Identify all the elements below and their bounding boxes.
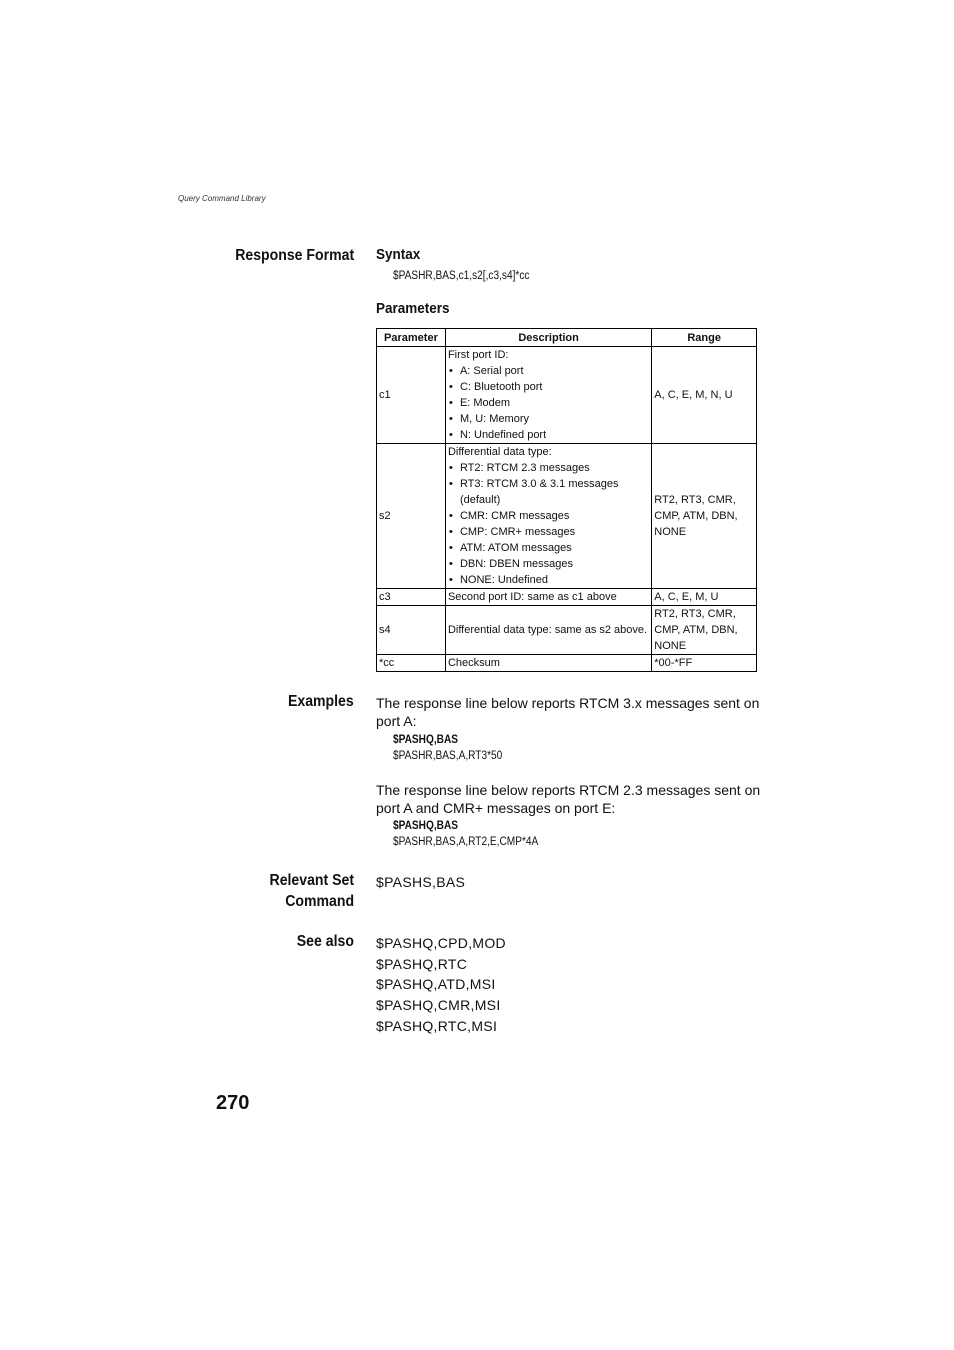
- description-bullets: [448, 460, 649, 588]
- heading-line: Relevant Set: [269, 872, 354, 889]
- response-format-heading: Response Format: [235, 247, 354, 264]
- table-row: [377, 347, 757, 444]
- example-response: $PASHR,BAS,A,RT2,E,CMP*4A: [393, 836, 539, 848]
- param-cell: s4: [377, 606, 446, 655]
- description-cell: [445, 444, 651, 589]
- example-query: $PASHQ,BAS: [393, 820, 459, 832]
- description-cell: [445, 347, 651, 444]
- see-also-item: $PASHQ,CPD,MOD: [376, 935, 506, 951]
- example-query: $PASHQ,BAS: [393, 734, 459, 746]
- range-cell: RT2, RT3, CMR, CMP, ATM, DBN, NONE: [652, 606, 757, 655]
- bullet-item: • CMR: CMR messages: [448, 508, 649, 524]
- see-also-list: [376, 933, 506, 1037]
- column-header: Parameter: [377, 329, 446, 347]
- examples-heading: Examples: [288, 693, 354, 710]
- param-cell: s2: [377, 444, 446, 589]
- bullet-item: • M, U: Memory: [448, 411, 649, 427]
- bullet-item: • RT2: RTCM 2.3 messages: [448, 460, 649, 476]
- bullet-item: • C: Bluetooth port: [448, 379, 649, 395]
- see-also-item: $PASHQ,RTC,MSI: [376, 1017, 498, 1034]
- bullet-item: • A: Serial port: [448, 363, 649, 379]
- bullet-item: • ATM: ATOM messages: [448, 540, 649, 556]
- description-intro: Differential data type:: [447, 446, 552, 458]
- example-description: The response line below reports RTCM 2.3 messages sent on port A and CMR+ messages on port E:: [376, 782, 761, 816]
- see-also-item: $PASHQ,ATD,MSI: [376, 976, 496, 993]
- see-also-heading: See also: [296, 933, 354, 950]
- bullet-item: • E: Modem: [448, 395, 649, 411]
- see-also-item: $PASHQ,CMR,MSI: [376, 997, 501, 1014]
- param-cell: *cc: [377, 655, 446, 672]
- bullet-item: • NONE: Undefined: [448, 572, 649, 588]
- bullet-item: • N: Undefined port: [448, 427, 649, 443]
- table-row: [377, 606, 757, 655]
- description-cell: Differential data type: same as s2 above.: [445, 606, 651, 655]
- range-cell: *00-*FF: [652, 655, 757, 672]
- parameters-heading: Parameters: [376, 300, 450, 317]
- relevant-set-command-value: $PASHS,BAS: [376, 874, 466, 890]
- column-header: Range: [652, 329, 757, 347]
- relevant-set-command-heading: [269, 870, 354, 912]
- table-row: [377, 655, 757, 672]
- running-header: Query Command Library: [178, 194, 266, 203]
- parameters-table: [376, 328, 757, 672]
- description-bullets: [448, 363, 649, 443]
- range-cell: RT2, RT3, CMR, CMP, ATM, DBN, NONE: [652, 444, 757, 589]
- description-intro: First port ID:: [447, 349, 509, 361]
- heading-line: Command: [285, 893, 354, 910]
- bullet-item: • CMP: CMR+ messages: [448, 524, 649, 540]
- table-row: [377, 444, 757, 589]
- syntax-line: $PASHR,BAS,c1,s2[,c3,s4]*cc: [393, 270, 530, 282]
- param-cell: c3: [377, 589, 446, 606]
- example-description: The response line below reports RTCM 3.x messages sent on port A:: [376, 695, 760, 729]
- table-row: [377, 589, 757, 606]
- bullet-item: • DBN: DBEN messages: [448, 556, 649, 572]
- range-cell: A, C, E, M, U: [652, 589, 757, 606]
- bullet-item: • RT3: RTCM 3.0 & 3.1 messages (default): [448, 476, 649, 508]
- table-header-row: [377, 329, 757, 347]
- column-header: Description: [445, 329, 651, 347]
- range-cell: A, C, E, M, N, U: [652, 347, 757, 444]
- syntax-heading: Syntax: [376, 246, 421, 263]
- description-cell: Checksum: [445, 655, 651, 672]
- param-cell: c1: [377, 347, 446, 444]
- page-number: 270: [216, 1092, 250, 1114]
- see-also-item: $PASHQ,RTC: [376, 955, 468, 972]
- description-cell: Second port ID: same as c1 above: [445, 589, 651, 606]
- example-response: $PASHR,BAS,A,RT3*50: [393, 750, 503, 762]
